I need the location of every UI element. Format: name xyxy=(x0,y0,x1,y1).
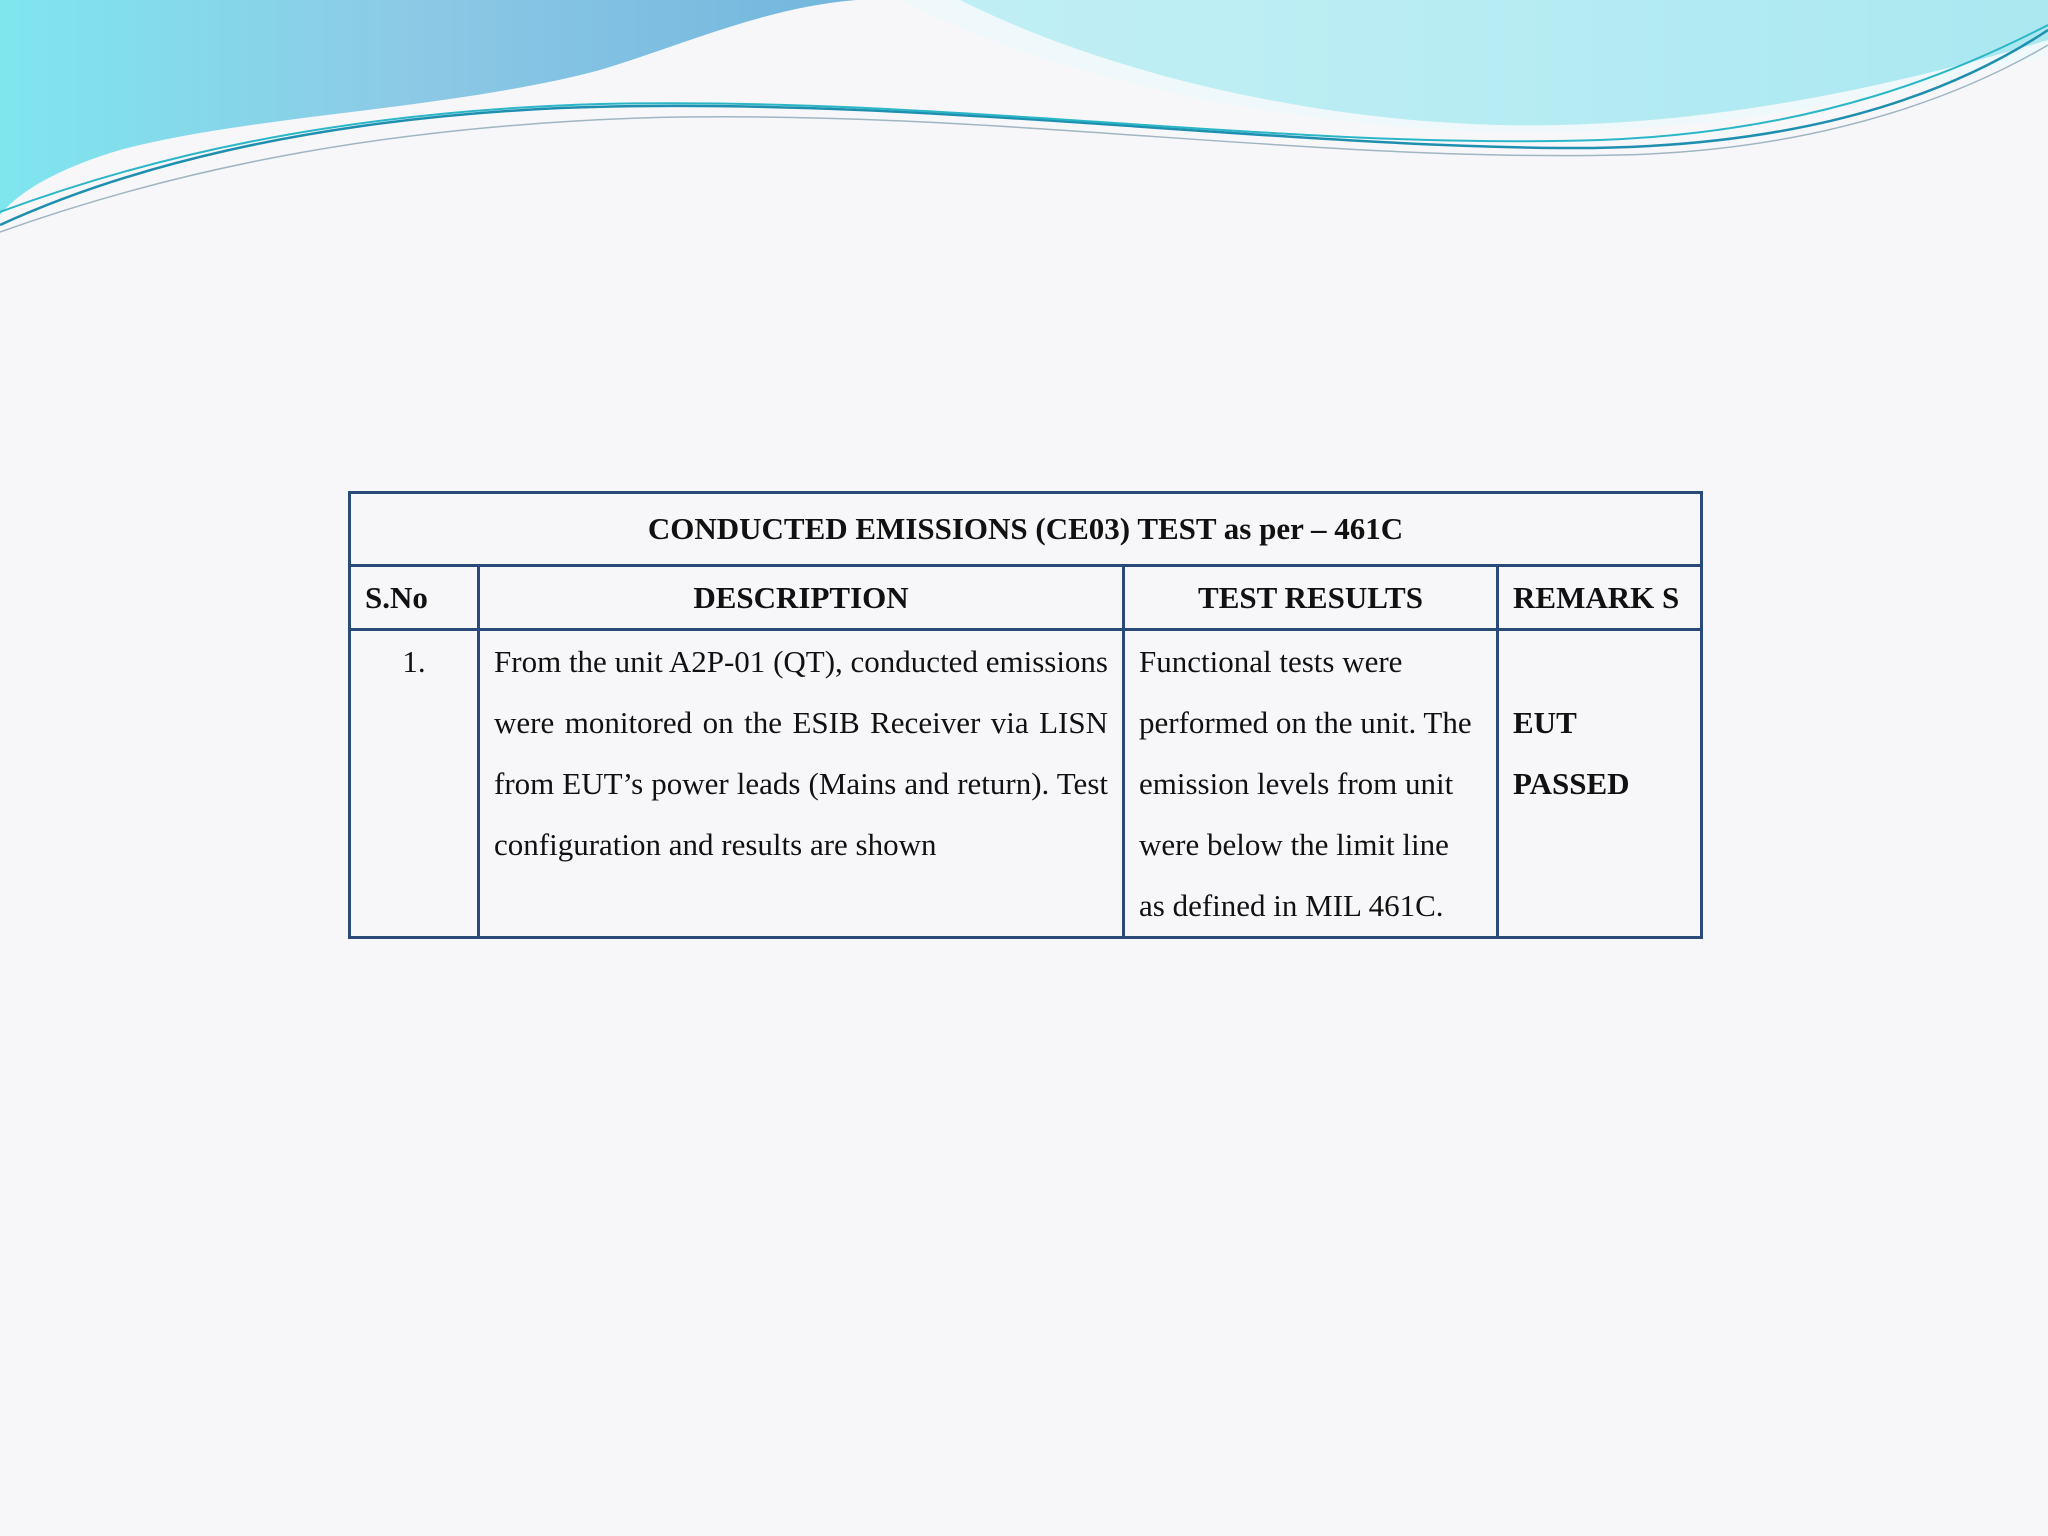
cell-remarks: EUT PASSED xyxy=(1498,630,1702,938)
cell-sno: 1. xyxy=(350,630,479,938)
header-remarks: REMARK S xyxy=(1498,566,1702,630)
table-header-row xyxy=(350,566,1702,630)
table-row xyxy=(350,630,1702,938)
decorative-wave-banner xyxy=(0,0,2048,240)
table-title: CONDUCTED EMISSIONS (CE03) TEST as per – 461C xyxy=(350,493,1702,566)
header-test-results: TEST RESULTS xyxy=(1124,566,1498,630)
cell-description: From the unit A2P-01 (QT), conducted emissions were monitored on the ESIB Receiver via LISN from EUT’s power leads (Mains and return). Test configuration and results are shown xyxy=(479,630,1124,938)
header-description: DESCRIPTION xyxy=(479,566,1124,630)
cell-test-results: Functional tests were performed on the unit. The emission levels from unit were below the limit line as defined in MIL 461C. xyxy=(1124,630,1498,938)
ce03-test-table xyxy=(348,491,1703,939)
header-sno: S.No xyxy=(350,566,479,630)
